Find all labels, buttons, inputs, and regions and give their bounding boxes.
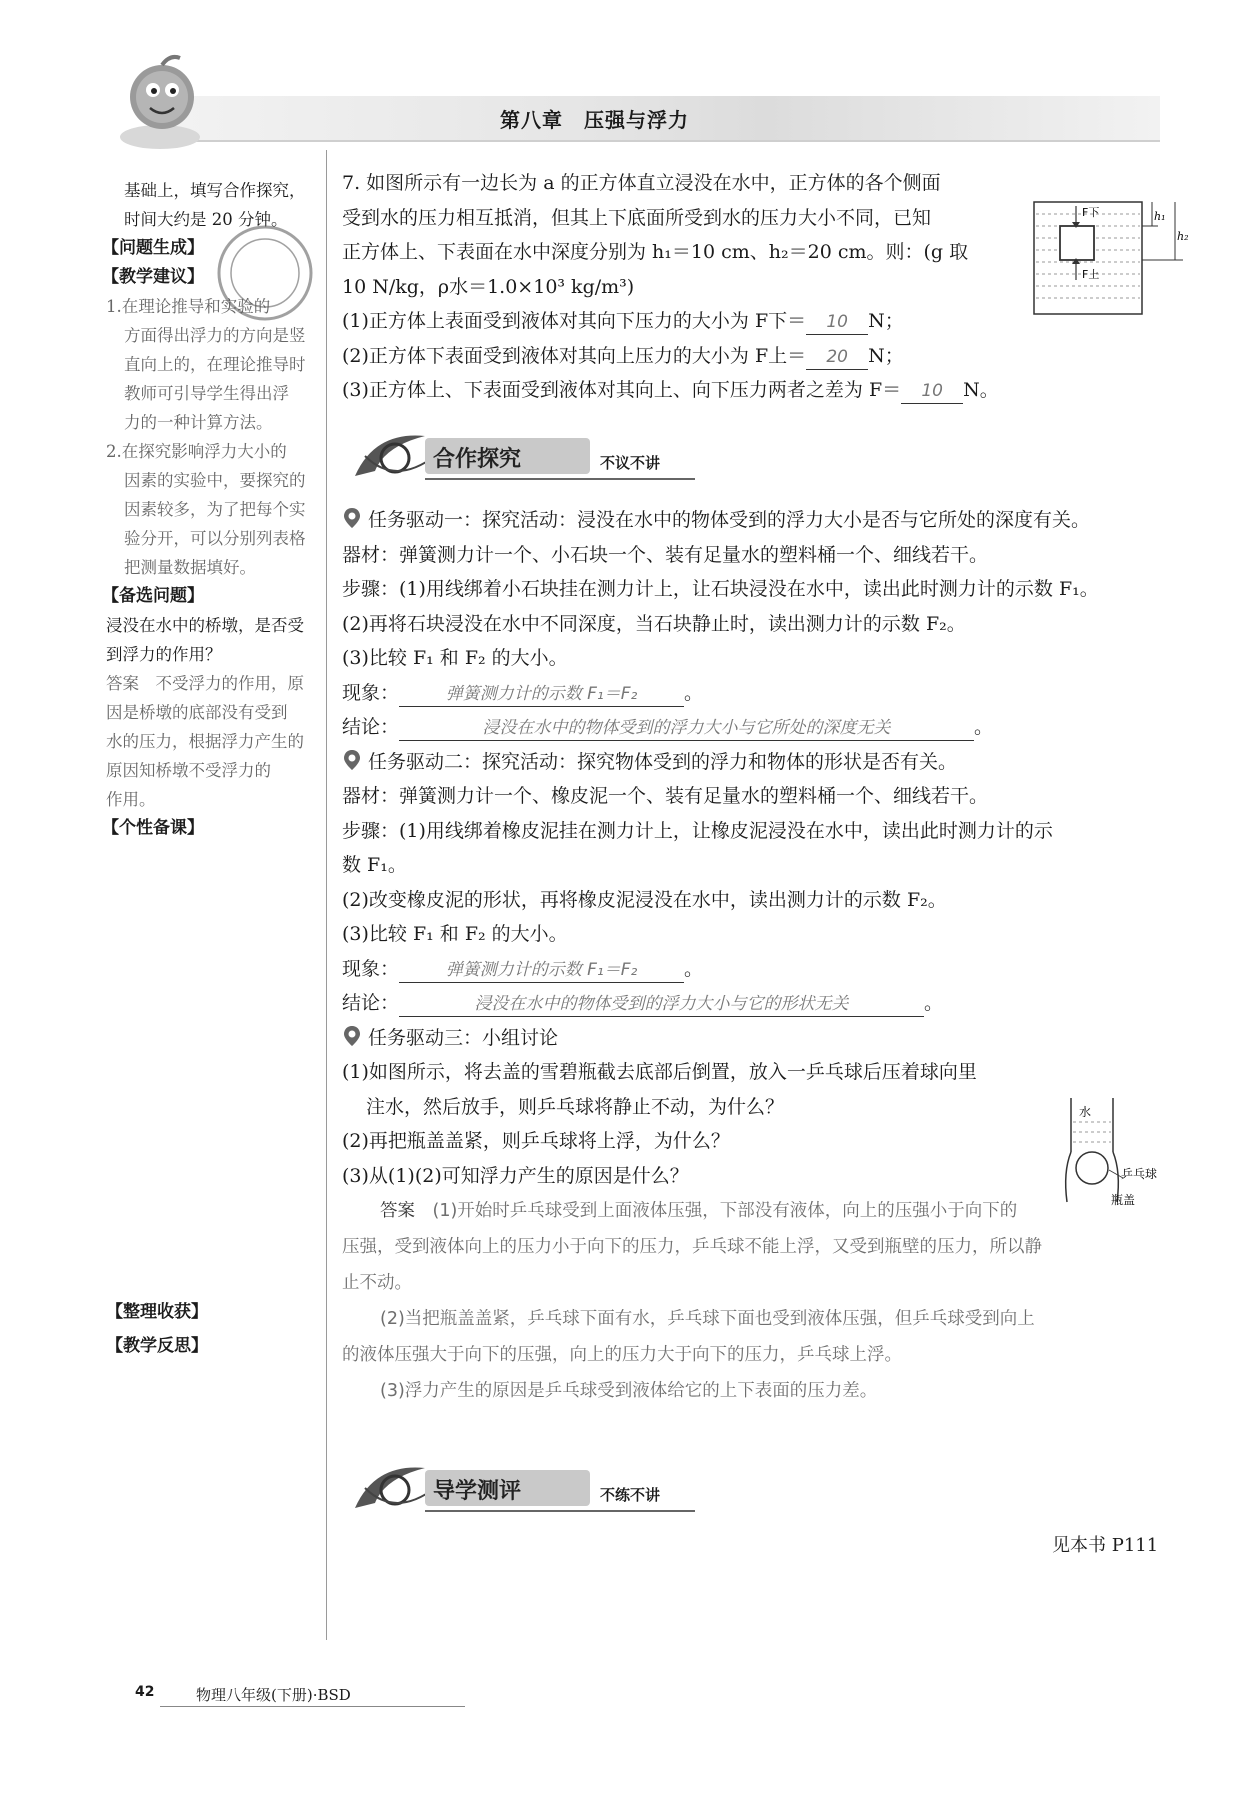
task-2-materials: 器材：弹簧测力计一个、橡皮泥一个、装有足量水的塑料桶一个、细线若干。	[342, 785, 989, 807]
task-1-step-1: 步骤：(1)用线绑着小石块挂在测力计上，让石块浸没在水中，读出此时测力计的示数 F₁。	[342, 578, 1099, 600]
answer-1b: 压强，受到液体向上的压力小于向下的压力，乒乓球不能上浮，又受到瓶壁的压力，所以静	[342, 1237, 1042, 1257]
task-1-heading	[342, 503, 1172, 538]
sidebar-lower	[106, 1295, 306, 1363]
heading-reflect: 【教学反思】	[106, 1336, 208, 1356]
tasks-content	[342, 503, 1172, 1409]
heading-personal: 【个性备课】	[102, 818, 204, 838]
answer-1c: 止不动。	[342, 1273, 412, 1293]
bottle-ping-pong-figure	[1055, 1092, 1175, 1212]
task-2-step-2: (2)改变橡皮泥的形状，再将橡皮泥浸没在水中，读出测力计的示数 F₂。	[342, 888, 947, 911]
answer-label: 答案	[380, 1201, 415, 1221]
answer-2a: (2)当把瓶盖盖紧，乒乓球下面有水，乒乓球下面也受到液体压强，但乒乓球受到向上	[380, 1309, 1035, 1329]
task-1-materials: 器材：弹簧测力计一个、小石块一个、装有足量水的塑料桶一个、细线若干。	[342, 543, 989, 566]
suggest-1: 1.在理论推导和实验的	[106, 297, 271, 316]
section-title-assessment: 导学测评	[433, 1479, 522, 1504]
q7-part-1-unit: N；	[868, 310, 904, 332]
q7-part-3	[342, 373, 1172, 408]
task-1-phenomenon: 现象： 弹簧测力计的示数 F₁＝F₂ 。	[342, 676, 1172, 711]
section-tag-assessment: 不练不讲	[600, 1486, 661, 1504]
section-title-cooperate: 合作探究	[433, 447, 522, 472]
heading-problem: 【问题生成】	[102, 238, 204, 258]
task-1-conclusion: 结论： 浸没在水中的物体受到的浮力大小与它所处的深度无关 。	[342, 710, 1172, 745]
backup-answer-2: 因是桥墩的底部没有受到	[106, 703, 288, 722]
backup-answer-4: 原因知桥墩不受浮力的	[106, 761, 271, 780]
mascot-icon	[110, 52, 220, 152]
suggest-2: 方面得出浮力的方向是竖	[124, 326, 306, 345]
task-3-q3: (3)从(1)(2)可知浮力产生的原因是什么？	[342, 1164, 689, 1187]
task-3-q2: (2)再把瓶盖盖紧，则乒乓球将上浮，为什么？	[342, 1130, 730, 1152]
homework-stamp-icon	[210, 218, 320, 328]
location-pin-icon	[342, 507, 362, 529]
suggest-5: 力的一种计算方法。	[124, 413, 273, 432]
heading-backup: 【备选问题】	[102, 586, 204, 606]
footer-rule	[160, 1706, 465, 1707]
figure-label-cap: 瓶盖	[1111, 1193, 1136, 1207]
q7-part-1-text: (1)正方体上表面受到液体对其向下压力的大小为 F下＝	[342, 310, 807, 332]
suggest-7: 因素的实验中，要探究的	[124, 471, 306, 490]
task-1-conclusion-answer: 浸没在水中的物体受到的浮力大小与它所处的深度无关	[399, 716, 974, 741]
figure-label-f-down: F下	[1082, 206, 1100, 219]
task-3-heading-text: 任务驱动三：小组讨论	[368, 1026, 559, 1049]
task-1-step-2: (2)再将石块浸没在水中不同深度，当石块静止时，读出测力计的示数 F₂。	[342, 612, 966, 635]
book-name: 物理八年级(下册)·BSD	[196, 1686, 351, 1704]
task-2-step-1a: 步骤：(1)用线绑着橡皮泥挂在测力计上，让橡皮泥浸没在水中，读出此时测力计的示	[342, 819, 1053, 842]
task-3-q1a: (1)如图所示，将去盖的雪碧瓶截去底部后倒置，放入一乒乓球后压着球向里	[342, 1061, 977, 1083]
q7-answer-3: 10	[901, 379, 963, 404]
suggest-6: 2.在探究影响浮力大小的	[106, 442, 287, 461]
task-2-conclusion: 结论： 浸没在水中的物体受到的浮力大小与它的形状无关 。	[342, 986, 1172, 1021]
chapter-title: 第八章 压强与浮力	[500, 108, 689, 132]
page-number: 42	[135, 1684, 155, 1700]
figure-label-h1: h₁	[1154, 210, 1166, 223]
task-2-step-1b: 数 F₁。	[342, 854, 407, 876]
task-1-heading-text: 任务驱动一：探究活动：浸没在水中的物体受到的浮力大小是否与它所处的深度有关。	[368, 509, 1091, 531]
task-2-phenomenon-label: 现象：	[342, 957, 400, 980]
task-1-step-3: (3)比较 F₁ 和 F₂ 的大小。	[342, 647, 568, 669]
figure-label-water: 水	[1079, 1105, 1092, 1119]
q7-part-3-unit: N。	[963, 379, 999, 401]
backup-answer-3: 水的压力，根据浮力产生的	[106, 732, 304, 751]
suggest-8: 因素较多，为了把每个实	[124, 500, 306, 519]
q7-answer-1: 10	[806, 310, 868, 335]
q7-answer-2: 20	[806, 345, 868, 370]
suggest-4: 教师可引导学生得出浮	[124, 384, 289, 403]
cube-in-water-figure	[1028, 192, 1188, 318]
section-tag-cooperate: 不议不讲	[600, 454, 661, 472]
task-3-q1b: 注水，然后放手，则乒乓球将静止不动，为什么？	[366, 1095, 785, 1118]
task-2-phenomenon: 现象： 弹簧测力计的示数 F₁＝F₂ 。	[342, 952, 1172, 987]
answer-1a: (1)开始时乒乓球受到上面液体压强，下部没有液体，向上的压强小于向下的	[432, 1201, 1018, 1221]
q7-part-2-text: (2)正方体下表面受到液体对其向上压力的大小为 F上＝	[342, 344, 807, 367]
figure-label-f-up: F上	[1082, 268, 1100, 281]
suggest-3: 直向上的，在理论推导时	[124, 355, 306, 374]
location-pin-icon	[342, 749, 362, 771]
task-1-conclusion-label: 结论：	[342, 716, 400, 738]
backup-answer-5: 作用。	[106, 790, 156, 809]
task-2-heading	[342, 745, 1172, 780]
q7-part-2-unit: N；	[868, 344, 904, 367]
q7-part-2	[342, 339, 1172, 374]
answer-3: (3)浮力产生的原因是乒乓球受到液体给它的上下表面的压力差。	[380, 1381, 878, 1401]
task-3-heading	[342, 1021, 1172, 1056]
q7-part-3-text: (3)正方体上、下表面受到液体对其向上、向下压力两者之差为 F＝	[342, 379, 902, 401]
task-2-conclusion-label: 结论：	[342, 992, 400, 1014]
reference-text: 见本书 P111	[1052, 1535, 1159, 1556]
sidebar-intro-1: 基础上，填写合作探究，	[124, 181, 306, 200]
backup-answer-1: 答案 不受浮力的作用，原	[106, 674, 304, 693]
suggest-9: 验分开，可以分别列表格	[124, 529, 306, 548]
q7-line-4: 10 N/kg，ρ水＝1.0×10³ kg/m³)	[342, 275, 635, 298]
task-2-step-3: (3)比较 F₁ 和 F₂ 的大小。	[342, 923, 568, 945]
location-pin-icon	[342, 1025, 362, 1047]
task-2-heading-text: 任务驱动二：探究活动：探究物体受到的浮力和物体的形状是否有关。	[368, 750, 958, 773]
task-1-phenomenon-answer: 弹簧测力计的示数 F₁＝F₂	[399, 682, 684, 707]
task-2-phenomenon-answer: 弹簧测力计的示数 F₁＝F₂	[399, 958, 684, 983]
q7-line-1: 7. 如图所示有一边长为 a 的正方体直立浸没在水中，正方体的各个侧面	[342, 172, 941, 194]
backup-question-2: 到浮力的作用？	[106, 645, 222, 664]
sidebar-intro-2: 时间大约是 20 分钟。	[124, 210, 288, 229]
answer-2b: 的液体压强大于向下的压强，向上的压力大于向下的压力，乒乓球上浮。	[342, 1345, 902, 1365]
heading-summary: 【整理收获】	[106, 1302, 208, 1322]
q7-line-2: 受到水的压力相互抵消，但其上下底面所受到水的压力大小不同，已知	[342, 206, 932, 229]
section-banner-assessment	[345, 1458, 695, 1518]
section-banner-cooperate	[345, 426, 695, 486]
q7-line-3: 正方体上、下表面在水中深度分别为 h₁＝10 cm、h₂＝20 cm。则：(g 取	[342, 241, 969, 263]
task-1-phenomenon-label: 现象：	[342, 681, 400, 704]
heading-suggest: 【教学建议】	[102, 267, 204, 287]
question-7	[342, 166, 1027, 304]
suggest-10: 把测量数据填好。	[124, 558, 256, 577]
figure-label-h2: h₂	[1177, 230, 1188, 243]
sidebar-divider	[326, 150, 327, 1640]
task-2-conclusion-answer: 浸没在水中的物体受到的浮力大小与它的形状无关	[399, 992, 924, 1017]
backup-question-1: 浸没在水中的桥墩，是否受	[106, 616, 304, 635]
task-3-answer	[342, 1193, 1172, 1409]
figure-label-ball: 乒乓球	[1121, 1167, 1158, 1181]
